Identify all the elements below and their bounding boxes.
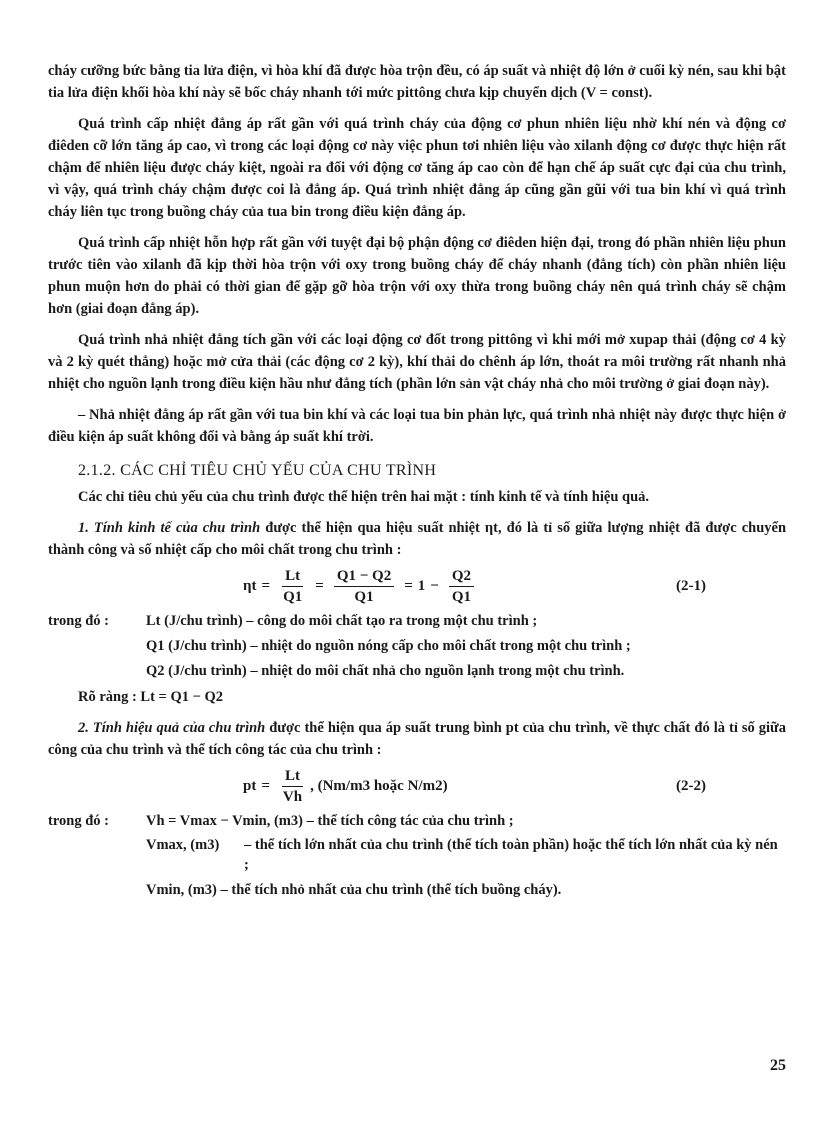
eq1-frac2: $\frac{Q1 - Q2}{Q1}$ — [334, 567, 394, 606]
defs1-d3: Q2 (J/chu trình) – nhiệt do môi chất nhả cho nguồn lạnh trong một chu trình. — [146, 663, 625, 679]
equation-2-1: ηt = $\frac{Lt}{Q1}$ = $\frac{Q1 - Q2}{Q1}$ = 1 − $\frac{Q2}{Q1}$ (2-1) — [243, 568, 706, 605]
defs1-row1 — [48, 610, 786, 632]
defs2-d2: – thể tích lớn nhất của chu trình (thể tích toàn phần) hoặc thể tích lớn nhất của kỳ nén ; — [244, 837, 778, 873]
page-body — [48, 60, 786, 901]
defs2-row1 — [48, 810, 786, 832]
paragraph-4: Quá trình nhả nhiệt đẳng tích gần với các loại động cơ đốt trong pittông vì khi mới mở xupap thải (động cơ 4 kỳ và 2 kỳ quét thẳng) hoặc mở cửa thải (các động cơ 2 kỳ), khí thải do chênh áp lớn, thoát ra môi trường rất nhanh nhả nhiệt cho nguồn lạnh trong điều kiện hầu như đẳng tích (phần lớn sản vật cháy nhả cho môi trường ở giai đoạn này). — [48, 332, 786, 392]
eq2-units: , (Nm/m3 hoặc N/m2) — [310, 778, 448, 794]
eq2-lhs: pt — [243, 778, 257, 794]
eq1-one: 1 — [417, 578, 426, 594]
item-1 — [48, 517, 786, 561]
item-2 — [48, 717, 786, 761]
defs2-d1: Vh = Vmax − Vmin, (m3) – thể tích công tác của chu trình ; — [146, 813, 514, 829]
eq2-frac: $\frac{Lt}{Vh}$ — [282, 768, 303, 805]
paragraph-5: – Nhả nhiệt đẳng áp rất gần với tua bin khí và các loại tua bin phản lực, quá trình nhả nhiệt này được thực hiện ở điều kiện áp suất không đổi và bằng áp suất khí trời. — [48, 407, 786, 445]
item-2-title: 2. Tính hiệu quả của chu trình — [78, 720, 266, 736]
equation-2-2: pt = $\frac{Lt}{Vh}$ , (Nm/m3 hoặc N/m2) (2-2) — [243, 768, 706, 805]
defs1-d2: Q1 (J/chu trình) – nhiệt do nguồn nóng cấp cho môi chất trong một chu trình ; — [146, 638, 631, 654]
item-2-text: được thể hiện qua áp suất trung bình pt của chu trình, về thực chất đó là tỉ số giữa công của chu trình và thể tích công tác của chu trình : — [48, 720, 786, 758]
defs2-row2 — [146, 835, 786, 875]
eq1-frac1: $\frac{Lt}{Q1}$ — [283, 568, 303, 605]
eq1-label: (2-1) — [676, 578, 706, 594]
defs1-lead: trong đó : — [48, 613, 109, 629]
paragraph-1: cháy cưỡng bức bằng tia lửa điện, vì hòa khí đã được hòa trộn đều, có áp suất và nhiệt độ lớn ở cuối kỳ nén, sau khi bật tia lửa điện khối hòa khí này sẽ bốc cháy nhanh tới mức pittông chưa kịp chuyển dịch (V = const). — [48, 63, 786, 101]
eq1-lhs: ηt — [243, 578, 257, 594]
page-number: 25 — [770, 1057, 786, 1074]
section-intro: Các chỉ tiêu chủ yếu của chu trình được thể hiện trên hai mặt : tính kinh tế và tính hiệu quả. — [78, 489, 650, 505]
defs2-lead: trong đó : — [48, 813, 109, 829]
defs1-clear: Rõ ràng : Lt = Q1 − Q2 — [78, 689, 224, 705]
paragraph-2: Quá trình cấp nhiệt đẳng áp rất gần với quá trình cháy của động cơ phun nhiên liệu nhờ khí nén và động cơ điêden cỡ lớn tăng áp cao, vì trong các loại động cơ này việc phun tơi nhiên liệu vào xilanh động cơ được thực hiện rất chậm để nhiên liệu được cháy kiệt, ngoài ra đối với động cơ tăng áp cao còn để hạn chế áp suất cực đại của chu trình, vì vậy, quá trình cháy chậm được coi là đẳng áp. Quá trình nhiệt đẳng áp cũng gần gũi với tua bin khí vì quá trình cháy liên tục trong buồng cháy của tua bin trong điều kiện đẳng áp. — [48, 116, 786, 220]
defs2-d3: Vmin, (m3) – thể tích nhỏ nhất của chu trình (thể tích buồng cháy). — [146, 882, 562, 898]
item-1-text: được thể hiện qua hiệu suất nhiệt ηt, đó là tỉ số giữa lượng nhiệt đã được chuyển thành công và số nhiệt cấp cho môi chất trong chu trình : — [48, 520, 787, 558]
section-heading: 2.1.2. CÁC CHỈ TIÊU CHỦ YẾU CỦA CHU TRÌNH — [78, 462, 437, 479]
eq2-label: (2-2) — [676, 778, 706, 794]
item-1-title: 1. Tính kinh tế của chu trình — [78, 520, 261, 536]
defs2-k2: Vmax, (m3) — [146, 837, 220, 853]
eq1-frac3: $\frac{Q2}{Q1}$ — [449, 567, 474, 606]
defs1-d1: Lt (J/chu trình) – công do môi chất tạo ra trong một chu trình ; — [146, 613, 538, 629]
paragraph-3: Quá trình cấp nhiệt hỗn hợp rất gần với tuyệt đại bộ phận động cơ điêden hiện đại, trong đó phần nhiên liệu phun trước tiên vào xilanh đã kịp thời hòa trộn với oxy trong buồng cháy để cháy nhanh (đẳng tích) còn phần nhiên liệu phun muộn hơn do phải có thời gian để gặp gỡ hòa trộn với oxy thừa trong buồng cháy nên quá trình cháy sẽ chậm hơn (giai đoạn đẳng áp). — [48, 235, 786, 317]
